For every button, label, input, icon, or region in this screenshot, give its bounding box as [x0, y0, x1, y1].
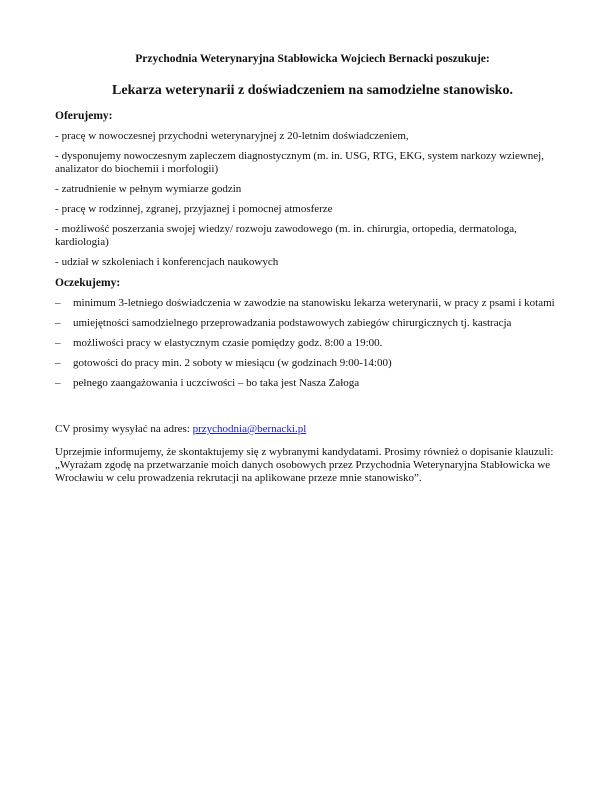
list-dash: -: [55, 183, 59, 195]
list-dash: -: [55, 150, 59, 162]
list-item: [55, 130, 570, 143]
expects-list: [55, 297, 570, 390]
company-header: Przychodnia Weterynaryjna Stabłowicka Wojciech Bernacki poszukuje:: [135, 53, 490, 65]
offer-text: udział w szkoleniach i konferencjach naukowych: [61, 256, 279, 268]
list-item: [55, 203, 570, 216]
job-posting: [55, 52, 570, 485]
list-dash: –: [55, 317, 61, 329]
list-dash: -: [55, 256, 59, 268]
offers-heading: Oferujemy:: [55, 110, 113, 122]
expects-heading: Oczekujemy:: [55, 277, 121, 289]
list-item: [55, 377, 570, 390]
expect-text: pełnego zaangażowania i uczciwości – bo taka jest Nasza Załoga: [73, 377, 360, 389]
email-link[interactable]: przychodnia@bernacki.pl: [192, 423, 307, 435]
offer-text: pracę w nowoczesnej przychodni weterynaryjnej z 20-letnim doświadczeniem,: [61, 130, 409, 142]
list-item: [55, 183, 570, 196]
consent-info: Uprzejmie informujemy, że skontaktujemy się z wybranymi kandydatami. Prosimy również o dopisanie klauzuli: „Wyrażam zgodę na przetwarzanie moich danych osobowych przez Przychodnia Weterynaryjna Stabłowicka we Wrocławiu w celu prowadzenia rekrutacji na aplikowane przeze mnie stanowisko”.: [55, 446, 554, 484]
list-dash: –: [55, 357, 61, 369]
expect-text: gotowości do pracy min. 2 soboty w miesiącu (w godzinach 9:00-14:00): [73, 357, 392, 369]
list-dash: –: [55, 297, 61, 309]
offer-text: dysponujemy nowoczesnym zapleczem diagnostycznym (m. in. USG, RTG, EKG, system narkozy wziewnej, analizator do biochemii i morfologii): [55, 150, 544, 175]
expect-text: minimum 3-letniego doświadczenia w zawodzie na stanowisku lekarza weterynarii, w pracy z psami i kotami: [73, 297, 555, 309]
list-item: [55, 256, 570, 269]
job-title: Lekarza weterynarii z doświadczeniem na samodzielne stanowisko.: [112, 83, 513, 98]
list-dash: –: [55, 337, 61, 349]
cv-text: CV prosimy wysyłać na adres:: [55, 423, 193, 435]
offer-text: zatrudnienie w pełnym wymiarze godzin: [61, 183, 242, 195]
list-item: [55, 337, 570, 350]
list-item: [55, 223, 570, 249]
offer-text: pracę w rodzinnej, zgranej, przyjaznej i pomocnej atmosferze: [61, 203, 333, 215]
list-item: [55, 150, 570, 176]
list-item: [55, 317, 570, 330]
list-item: [55, 357, 570, 370]
list-dash: -: [55, 203, 59, 215]
expect-text: możliwości pracy w elastycznym czasie pomiędzy godz. 8:00 a 19:00.: [73, 337, 383, 349]
list-dash: -: [55, 130, 59, 142]
offer-text: możliwość poszerzania swojej wiedzy/ rozwoju zawodowego (m. in. chirurgia, ortopedia, dermatologa, kardiologia): [55, 223, 517, 248]
list-dash: -: [55, 223, 59, 235]
cv-line: [55, 423, 570, 436]
offers-list: [55, 130, 570, 269]
expect-text: umiejętności samodzielnego przeprowadzania podstawowych zabiegów chirurgicznych tj. kastracja: [73, 317, 512, 329]
list-dash: –: [55, 377, 61, 389]
list-item: [55, 297, 570, 310]
